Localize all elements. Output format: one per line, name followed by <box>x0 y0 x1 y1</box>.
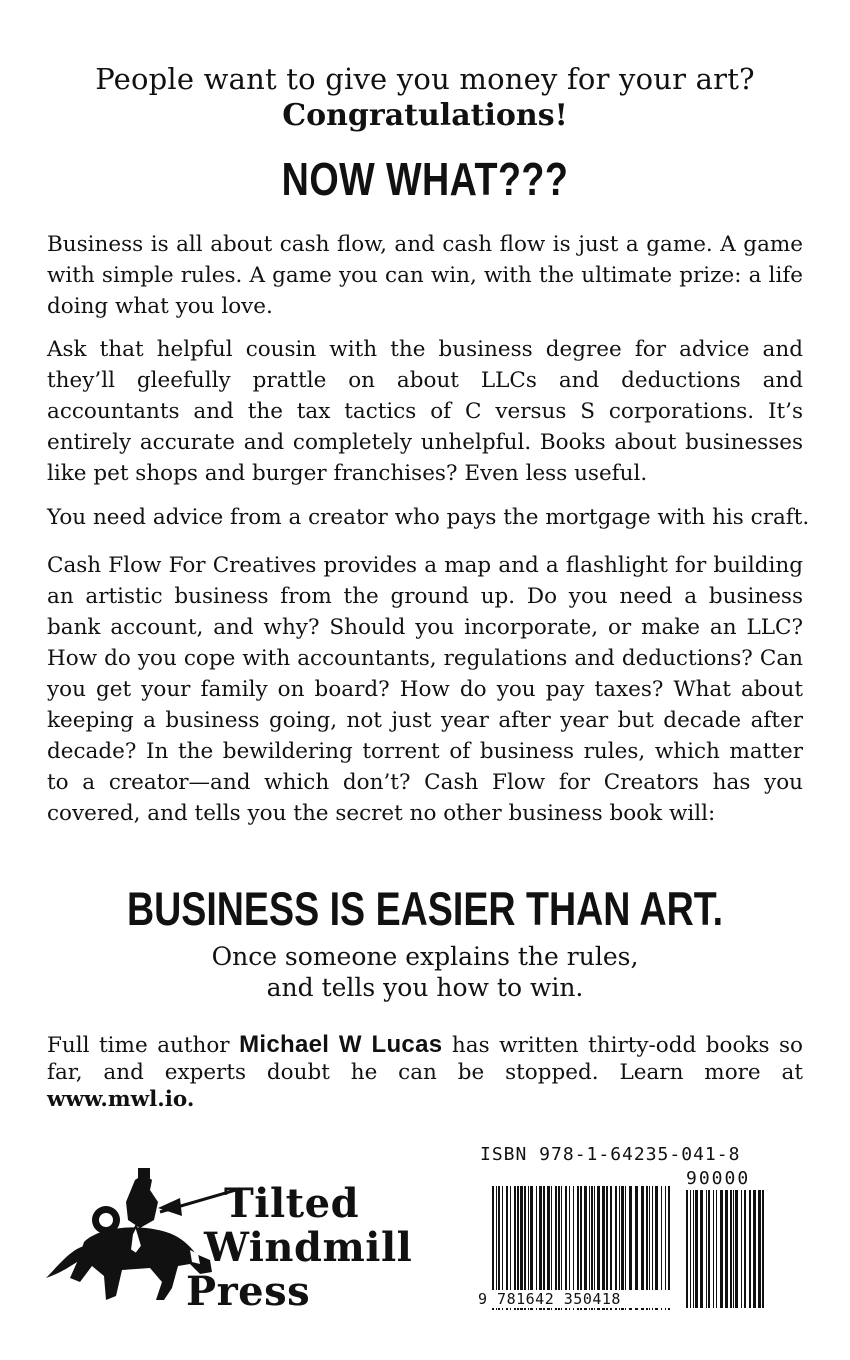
barcode-bar <box>706 1190 707 1308</box>
barcode-bar <box>700 1190 703 1308</box>
paragraph-book-description: Cash Flow For Creatives provides a map and a flashlight for building an artistic business from the ground up. Do you need a business bank account, and why? Should you incorporate, or make an LLC? How do you cope with accountants, regulations and deductions? Can you get your family on board? How do you pay taxes? What about keeping a business going, not just year after year but decade after decade? In the bewildering torrent of business rules, which matter to a creator—and which don’t? Cash Flow for Creators has you covered, and tells you the secret no other business book will: <box>47 553 803 826</box>
paragraph-creator-advice: You need advice from a creator who pays the mortgage with his craft. <box>47 505 810 530</box>
barcode-bar <box>708 1190 710 1308</box>
price-code: 90000 <box>686 1168 751 1189</box>
publisher-name-line-3: Press <box>186 1268 311 1315</box>
barcode-bar <box>695 1190 698 1308</box>
price-addon-bars <box>686 1190 766 1308</box>
tagline-line-2: and tells you how to win. <box>266 973 584 1002</box>
congratulations-heading: Congratulations! <box>282 98 568 133</box>
author-name: Michael W Lucas <box>239 1031 443 1058</box>
barcode-bar <box>686 1190 688 1308</box>
author-website: www.mwl.io. <box>47 1087 195 1112</box>
tagline-line-1: Once someone explains the rules, <box>211 942 639 971</box>
isbn-label: ISBN 978-1-64235-041-8 <box>480 1144 741 1165</box>
paragraph-cash-flow: Business is all about cash flow, and cash flow is just a game. A game with simple rules. A game you can win, with the ultimate prize: a life doing what you love. <box>47 232 803 319</box>
paragraph-cousin-advice: Ask that helpful cousin with the business degree for advice and they’ll gleefully prattle on about LLCs and deductions and accountants and the tax tactics of C versus S corporations. It’s entirely accurate and completely unhelpful. Books about businesses like pet shops and burger franchises? Even less useful. <box>47 337 803 486</box>
barcode-bar <box>741 1190 742 1308</box>
slogan-heading: BUSINESS IS EASIER THAN ART. <box>126 882 724 935</box>
barcode-bar <box>758 1190 761 1308</box>
publisher-name-line-1: Tilted <box>224 1180 360 1227</box>
barcode-digits: 9 781642 350418 <box>476 1290 674 1308</box>
barcode-bar <box>749 1190 751 1308</box>
barcode-bar <box>720 1190 723 1308</box>
bio-suffix: has written thirty-odd books so far, and experts doubt he can be stopped. Learn more at <box>47 1033 803 1085</box>
tagline <box>0 941 850 1003</box>
barcode-bar <box>730 1190 732 1308</box>
barcode-bar <box>753 1190 756 1308</box>
barcode-bar <box>713 1190 714 1308</box>
barcode-bar <box>733 1190 734 1308</box>
isbn-barcode <box>476 1140 776 1320</box>
barcode-bar <box>716 1190 717 1308</box>
barcode-bar <box>735 1190 738 1308</box>
barcode-bar <box>725 1190 728 1308</box>
barcode-bar <box>690 1190 691 1308</box>
author-bio <box>47 1031 803 1113</box>
now-what-heading: NOW WHAT??? <box>281 153 569 205</box>
barcode-bar <box>693 1190 694 1308</box>
barcode-bar <box>762 1190 764 1308</box>
publisher-logo <box>40 1150 413 1320</box>
bio-prefix: Full time author <box>47 1033 240 1058</box>
barcode-bar <box>744 1190 746 1308</box>
intro-question: People want to give you money for your art? <box>95 62 755 96</box>
publisher-name-line-2: Windmill <box>204 1224 413 1271</box>
